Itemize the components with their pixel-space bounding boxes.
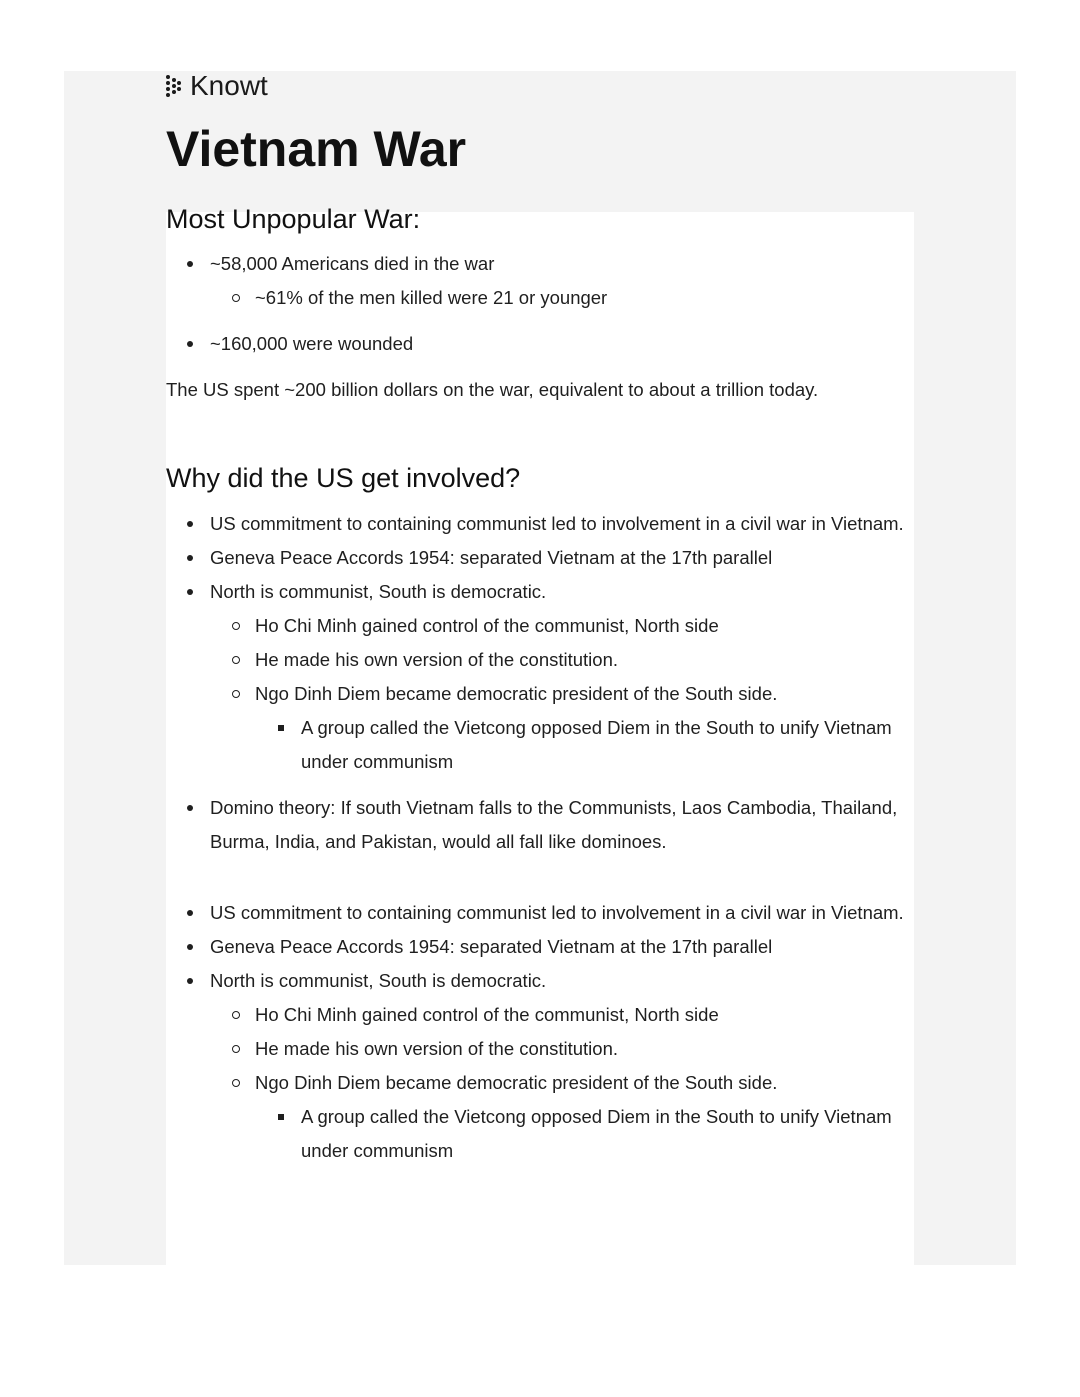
cost-paragraph: The US spent ~200 billion dollars on the war, equivalent to about a trillion today.: [166, 379, 819, 400]
section-heading-unpopular: Most Unpopular War:: [166, 204, 421, 234]
list-item: A group called the Vietcong opposed Diem in the South to unify Vietnam under communism: [166, 1100, 914, 1168]
bullet-circle-icon: [232, 281, 240, 315]
bullet-disc-icon: [187, 791, 193, 825]
list-item: Ngo Dinh Diem became democratic president of the South side.: [166, 1066, 914, 1100]
list-item: US commitment to containing communist led to involvement in a civil war in Vietnam.: [166, 896, 914, 930]
list-item: ~61% of the men killed were 21 or younger: [166, 281, 914, 315]
bullet-disc-icon: [187, 575, 193, 609]
list-item: Ho Chi Minh gained control of the communist, North side: [166, 998, 914, 1032]
bullet-square-icon: [278, 711, 284, 745]
list-item: Ngo Dinh Diem became democratic president of the South side.: [166, 677, 914, 711]
list-item: Geneva Peace Accords 1954: separated Vietnam at the 17th parallel: [166, 541, 914, 575]
casualty-list: [166, 247, 914, 361]
list-item: He made his own version of the constitution.: [166, 643, 914, 677]
list-item: North is communist, South is democratic.: [166, 964, 914, 998]
list-item: ~58,000 Americans died in the war: [166, 247, 914, 281]
section-heading-involvement: Why did the US get involved?: [166, 463, 521, 493]
knowt-logo-icon: [166, 71, 184, 101]
list-item: Geneva Peace Accords 1954: separated Vietnam at the 17th parallel: [166, 930, 914, 964]
bullet-circle-icon: [232, 609, 240, 643]
bullet-disc-icon: [187, 930, 193, 964]
involvement-list: [166, 507, 914, 859]
document-content: [166, 71, 914, 1168]
list-item: A group called the Vietcong opposed Diem in the South to unify Vietnam under communism: [166, 711, 914, 779]
bullet-circle-icon: [232, 677, 240, 711]
bullet-circle-icon: [232, 998, 240, 1032]
list-item: Domino theory: If south Vietnam falls to the Communists, Laos Cambodia, Thailand, Burma, India, and Pakistan, would all fall like dominoes.: [166, 791, 914, 859]
brand-header: [166, 71, 914, 101]
bullet-disc-icon: [187, 507, 193, 541]
bullet-disc-icon: [187, 896, 193, 930]
bullet-circle-icon: [232, 643, 240, 677]
page-title: Vietnam War: [166, 121, 467, 177]
bullet-disc-icon: [187, 247, 193, 281]
list-item: North is communist, South is democratic.: [166, 575, 914, 609]
bullet-square-icon: [278, 1100, 284, 1134]
bullet-disc-icon: [187, 964, 193, 998]
bullet-disc-icon: [187, 541, 193, 575]
list-item: Ho Chi Minh gained control of the communist, North side: [166, 609, 914, 643]
involvement-list-repeat: [166, 896, 914, 1168]
bullet-circle-icon: [232, 1066, 240, 1100]
bullet-disc-icon: [187, 327, 193, 361]
brand-name: Knowt: [190, 70, 268, 101]
list-item: US commitment to containing communist led to involvement in a civil war in Vietnam.: [166, 507, 914, 541]
list-item: He made his own version of the constitution.: [166, 1032, 914, 1066]
list-item: ~160,000 were wounded: [166, 327, 914, 361]
bullet-circle-icon: [232, 1032, 240, 1066]
